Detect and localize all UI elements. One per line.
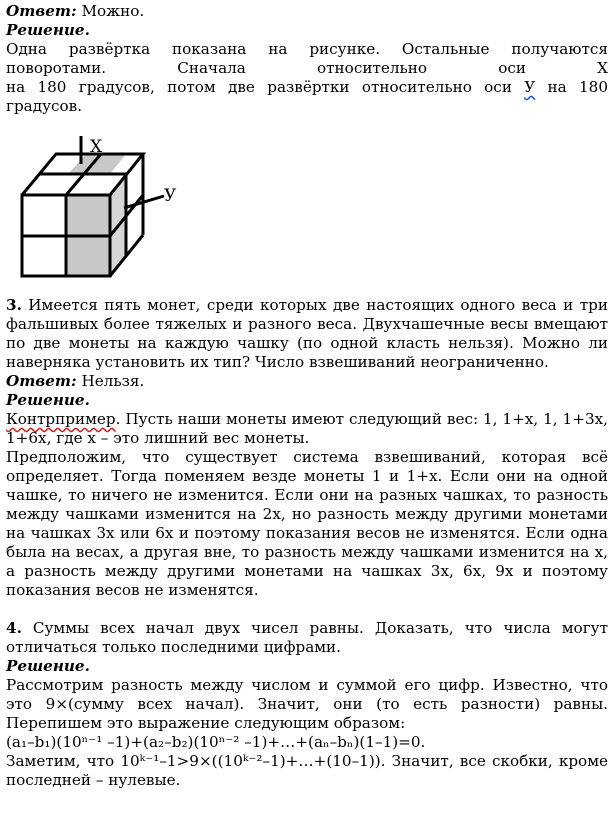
solution-line-2-start: на 180 градусов, потом две развёртки относительно оси: [6, 78, 525, 96]
x-axis-label: X: [90, 137, 103, 157]
answer-line-3: [6, 372, 608, 391]
problem-4: [6, 619, 608, 657]
counterexample-line: [6, 410, 608, 448]
solution-line-2-end: на 180 градусов.: [6, 78, 608, 115]
answer-label: Ответ:: [6, 2, 77, 20]
problem-4-para-2: Заметим, что 10ᵏ⁻¹–1>9×((10ᵏ⁻²–1)+…+(10–1)). Значит, все скобки, кроме последней – нулевые.: [6, 752, 608, 789]
axis-y-word: У: [524, 78, 536, 96]
answer-line: [6, 2, 608, 21]
answer-value: Можно.: [76, 2, 145, 20]
solution-line-1: Одна развёртка показана на рисунке. Остальные получаются поворотами. Сначала относительно оси X: [6, 40, 608, 77]
problem-3-number: 3.: [6, 296, 22, 314]
solution-label: Решение.: [6, 21, 90, 39]
answer-value-3: Нельзя.: [76, 372, 145, 390]
document-page: [6, 2, 608, 790]
counterexample-word: Контрпример: [6, 410, 116, 428]
problem-4-text: Суммы всех начал двух чисел равны. Доказать, что числа могут отличаться только последними цифрами.: [6, 619, 608, 656]
solution-label-4: Решение.: [6, 657, 90, 675]
counterexample-rest: . Пусть наши монеты имеют следующий вес: 1, 1+x, 1, 1+3x, 1+6x, где x – это лишний вес монеты.: [6, 410, 608, 447]
answer-label-3: Ответ:: [6, 372, 77, 390]
solution-label-3: Решение.: [6, 391, 90, 409]
problem-4-formula: (a₁–b₁)(10ⁿ⁻¹ –1)+(a₂–b₂)(10ⁿ⁻² –1)+…+(aₙ–bₙ)(1–1)=0.: [6, 733, 426, 751]
y-axis-label: У: [164, 186, 177, 206]
problem-4-para-1: Рассмотрим разность между числом и суммой его цифр. Известно, что это 9×(сумму всех начал). Значит, они (то есть разности) равны. Перепишем это выражение следующим образом:: [6, 676, 608, 732]
problem-3-proof: Предположим, что существует система взвешиваний, которая всё определяет. Тогда поменяем везде монеты 1 и 1+x. Если они на одной чашке, то ничего не изменится. Если они на разных чашках, то разность между чашками изменится на 2x, но разность между другими монетами на чашках 3x или 6x и поэтому показания весов не изменятся. Если одна была на весах, а другая вне, то разность между чашками изменится на x, а разность между другими монетами на чашках 3x, 6x, 9x и поэтому показания весов не изменятся.: [6, 448, 608, 599]
spacer: [6, 600, 608, 619]
problem-3: [6, 296, 608, 372]
cube-figure: [6, 116, 608, 296]
solution-line-2: [6, 78, 608, 116]
cube-drawing: [6, 116, 206, 296]
problem-3-text: Имеется пять монет, среди которых две настоящих одного веса и три фальшивых более тяжелых и разного веса. Двухчашечные весы вмещают по две монеты на каждую чашку (по одной класть нельзя). Можно ли наверняка установить их тип? Число взвешиваний неограниченно.: [6, 296, 608, 371]
problem-4-number: 4.: [6, 619, 22, 637]
